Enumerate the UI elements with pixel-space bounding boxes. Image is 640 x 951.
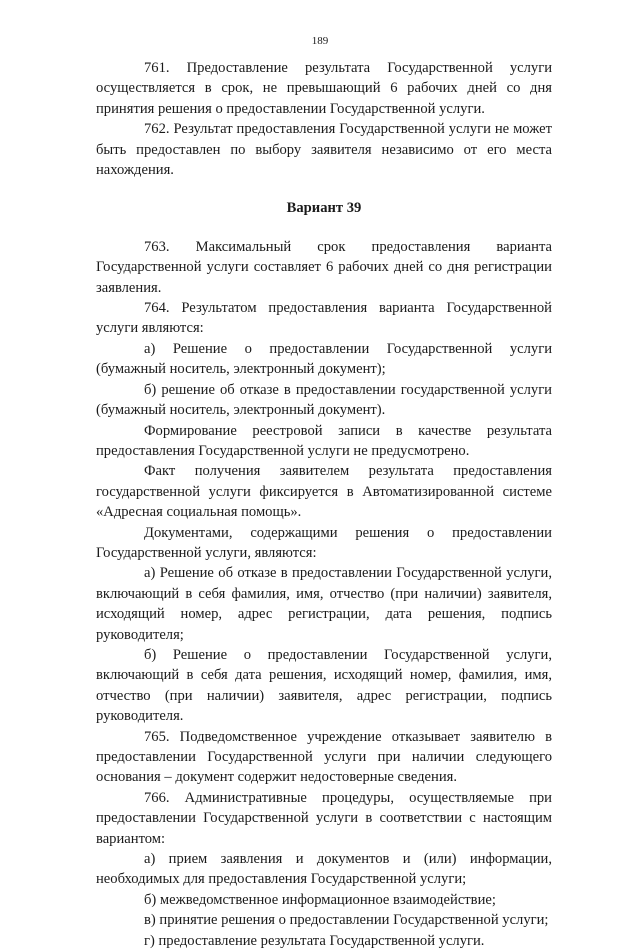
- section-heading: Вариант 39: [286, 200, 362, 217]
- list-item-766-b: б) межведомственное информационное взаимодействие;: [144, 891, 496, 908]
- list-item-766-d: г) предоставление результата Государственной услуги.: [144, 932, 485, 949]
- paragraph-763: 763. Максимальный срок предоставления варианта Государственной услуги составляет 6 рабочих дней со дня регистрации заявления.: [96, 238, 552, 296]
- paragraph-761: 761. Предоставление результата Государственной услуги осуществляется в срок, не превышающий 6 рабочих дней со дня принятия решения о предоставлении Государственной услуги.: [96, 60, 552, 117]
- paragraph-766: 766. Административные процедуры, осуществляемые при предоставлении Государственной услуги в соответствии с настоящим вариантом:: [96, 789, 552, 847]
- paragraph-762: 762. Результат предоставления Государственной услуги не может быть предоставлен по выбору заявителя независимо от его места нахождения.: [96, 121, 552, 179]
- list-item-764-a: а) Решение о предоставлении Государственной услуги (бумажный носитель, электронный документ);: [96, 340, 552, 378]
- paragraph-registry-record: Формирование реестровой записи в качестве результата предоставления Государственной услуги не предусмотрено.: [96, 422, 552, 459]
- list-item-766-c: в) принятие решения о предоставлении Государственной услуги;: [144, 912, 549, 929]
- paragraph-765: 765. Подведомственное учреждение отказывает заявителю в предоставлении Государственной услуги при наличии следующего основания – документ содержит недостоверные сведения.: [96, 728, 552, 786]
- list-item-documents-b: б) Решение о предоставлении Государственной услуги, включающий в себя дата решения, исходящий номер, фамилия, имя, отчество (при наличии) заявителя, адрес регистрации, подпись руководителя.: [96, 646, 552, 725]
- page-number: 189: [311, 35, 329, 47]
- paragraph-receipt-fact: Факт получения заявителем результата предоставления государственной услуги фиксируется в Автоматизированной системе «Адресная социальная помощь».: [96, 463, 552, 521]
- paragraph-documents: Документами, содержащими решения о предоставлении Государственной услуги, являются:: [96, 524, 552, 561]
- list-item-766-a: а) прием заявления и документов и (или) информации, необходимых для предоставления Государственной услуги;: [96, 851, 552, 888]
- paragraph-764: 764. Результатом предоставления варианта Государственной услуги являются:: [96, 300, 552, 337]
- document-body: [96, 58, 552, 951]
- list-item-764-b: б) решение об отказе в предоставлении государственной услуги (бумажный носитель, электронный документ).: [96, 381, 552, 419]
- list-item-documents-a: а) Решение об отказе в предоставлении Государственной услуги, включающий в себя фамилия, имя, отчество (при наличии) заявителя, исходящий номер, адрес регистрации, дата решения, подпись руководителя;: [96, 565, 552, 643]
